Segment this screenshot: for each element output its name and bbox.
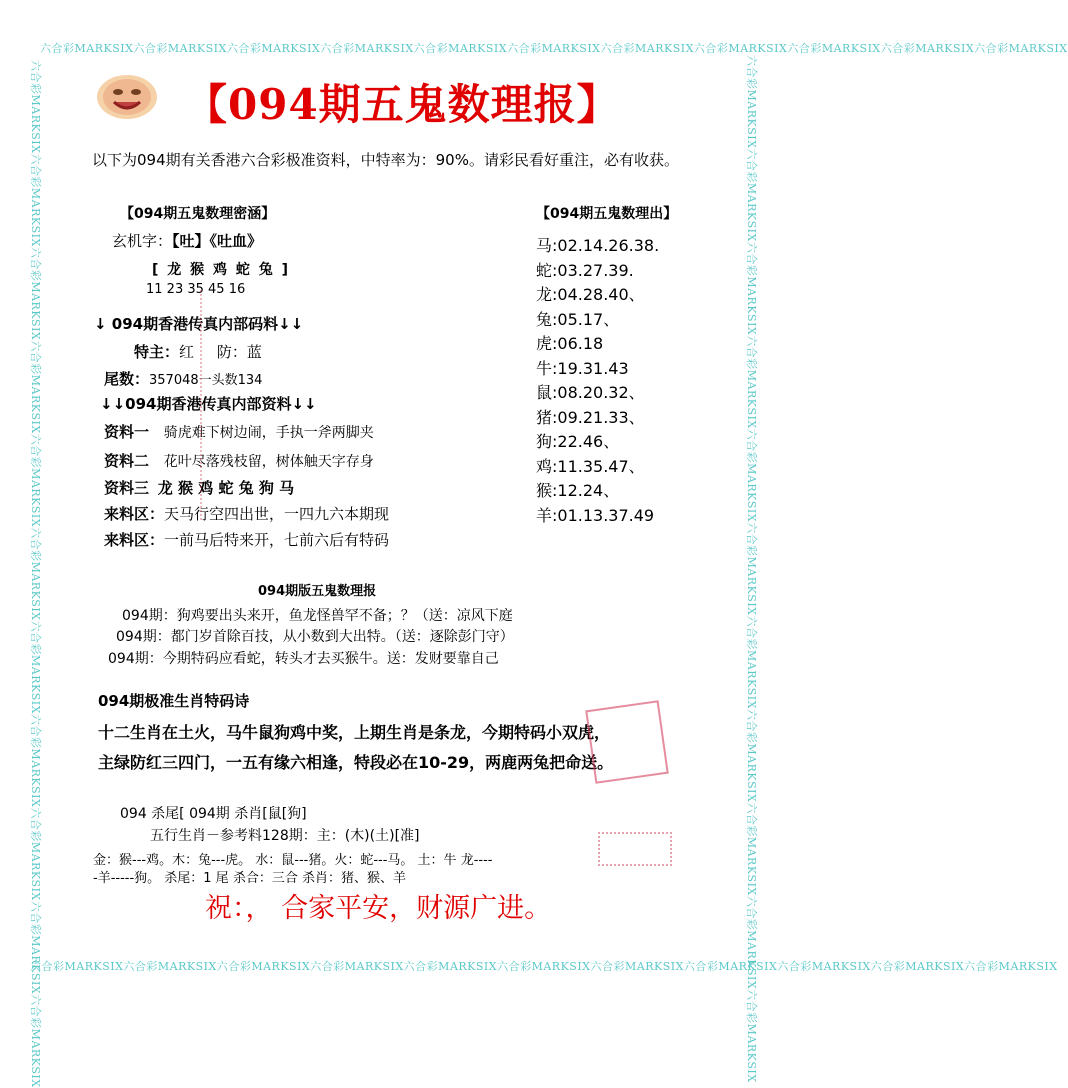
data1-row — [104, 421, 374, 442]
border-watermark-bottom: 六合彩MARKSIX六合彩MARKSIX六合彩MARKSIX六合彩MARKSIX六合彩MARKSIX六合彩MARKSIX六合彩MARKSIX六合彩MARKSIX六合彩MARKSIX六合彩MARKSIX六合彩MARKSIX — [30, 960, 1058, 973]
source1-label: 来料区： — [104, 505, 165, 523]
list-item: 羊:01.13.37.49 — [536, 505, 655, 525]
special-row — [134, 341, 262, 362]
riddle-value: 【吐】《吐血》 — [172, 232, 263, 250]
list-item: 蛇:03.27.39. — [536, 260, 634, 280]
list-item: 狗:22.46、 — [536, 432, 620, 451]
list-item: 马:02.14.26.38. — [536, 236, 660, 255]
tail-row — [104, 368, 262, 389]
inside-title-1: ↓ 094期香港传真内部码料↓↓ — [94, 315, 304, 333]
middle-line-1: 094期：狗鸡要出头来开，鱼龙怪兽罕不备；？（送：凉风下庭 — [122, 608, 513, 624]
middle-line-3: 094期：今期特码应看蛇，转头才去买猴牛。送：发财要靠自己 — [108, 651, 499, 667]
special-main: 红 — [179, 343, 195, 361]
data2-label: 资料二 — [104, 452, 150, 470]
list-item: 鼠:08.20.32、 — [536, 383, 645, 402]
list-item: 兔:05.17、 — [536, 309, 620, 329]
list-item: 鸡:11.35.47、 — [536, 456, 645, 476]
poem-line-1: 十二生肖在土火，马牛鼠狗鸡中奖，上期生肖是条龙，今期特码小双虎， — [98, 723, 611, 742]
element-detail-2: -羊-----狗。 杀尾：1 尾 杀合：三合 杀肖：猪、猴、羊 — [93, 871, 406, 886]
watermark-stamp-bottom — [598, 832, 672, 866]
zodiac-numbers: 11 23 35 45 16 — [146, 282, 246, 297]
tail-label: 尾数： — [104, 370, 150, 388]
special-label: 特主： — [134, 343, 180, 361]
border-watermark-top: 六合彩MARKSIX六合彩MARKSIX六合彩MARKSIX六合彩MARKSIX六合彩MARKSIX六合彩MARKSIX六合彩MARKSIX六合彩MARKSIX六合彩MARKSIX六合彩MARKSIX六合彩MARKSIX — [40, 42, 1068, 55]
special-guard: 蓝 — [246, 343, 262, 361]
special-guard-label: 防： — [216, 343, 247, 361]
data1-value: 骑虎难下树边闹，手执一斧两脚夹 — [163, 425, 374, 441]
inside-title-2: ↓↓094期香港传真内部资料↓↓ — [100, 395, 317, 413]
list-item: 猴:12.24、 — [536, 481, 620, 500]
poem-title: 094期极准生肖特码诗 — [98, 692, 250, 710]
left-section-title: 【094期五鬼数理密涵】 — [120, 206, 276, 222]
data2-value: 花叶尽落残枝留，树体触天字存身 — [163, 454, 374, 470]
list-item: 龙:04.28.40、 — [536, 285, 645, 304]
data2-row — [104, 450, 374, 471]
element-line: 五行生肖－参考料128期：主：(木)(土)[准] — [150, 828, 420, 844]
riddle-label: 玄机字： — [112, 232, 173, 250]
data1-label: 资料一 — [104, 423, 150, 441]
list-item: 虎:06.18 — [536, 334, 604, 353]
list-item: 猪:09.21.33、 — [536, 407, 645, 427]
zodiac-group: [ 龙 猴 鸡 蛇 兔 ] — [152, 262, 291, 278]
source1-row — [104, 503, 389, 524]
source2-value: 一前马后特来开，七前六后有特码 — [164, 531, 390, 549]
watermark-stamp-left — [200, 290, 232, 520]
data3-value: 龙 猴 鸡 蛇 兔 狗 马 — [157, 479, 295, 497]
list-item: 牛:19.31.43 — [536, 358, 629, 378]
tail-value: 357048一头数134 — [149, 373, 263, 388]
data3-label: 资料三 — [104, 479, 150, 497]
border-watermark-left: 六合彩MARKSIX六合彩MARKSIX六合彩MARKSIX六合彩MARKSIX六合彩MARKSIX六合彩MARKSIX六合彩MARKSIX六合彩MARKSIX六合彩MARKSIX六合彩MARKSIX六合彩MARKSIX — [29, 60, 42, 1088]
middle-heading: 094期版五鬼数理报 — [258, 584, 377, 599]
poem-line-2: 主绿防红三四门，一五有缘六相逢，特段必在10-29，两鹿两兔把命送。 — [98, 753, 614, 772]
intro-text: 以下为094期有关香港六合彩极准资料，中特率为：90%。请彩民看好重注，必有收获。 — [92, 151, 679, 169]
middle-line-2: 094期：都门岁首除百技，从小数到大出特。（送：逐除彭门守） — [116, 629, 514, 645]
kill-line: 094 杀尾[ 094期 杀肖[鼠[狗] — [120, 806, 307, 822]
right-section-title: 【094期五鬼数理出】 — [536, 206, 678, 222]
riddle-row — [112, 230, 262, 251]
zodiac-number-list — [536, 234, 659, 528]
watermark-stamp-right — [585, 700, 669, 784]
smiling-face-icon — [92, 72, 162, 122]
source2-label: 来料区： — [104, 531, 165, 549]
blessing-text: 祝：， 合家平安，财源广进。 — [205, 893, 552, 924]
source2-row — [104, 529, 389, 550]
border-watermark-right: 六合彩MARKSIX六合彩MARKSIX六合彩MARKSIX六合彩MARKSIX六合彩MARKSIX六合彩MARKSIX六合彩MARKSIX六合彩MARKSIX六合彩MARKSIX六合彩MARKSIX六合彩MARKSIX — [745, 55, 758, 1083]
element-detail-1: 金：猴---鸡。木：兔---虎。 水：鼠---猪。火：蛇---马。 土：牛 龙---- — [93, 853, 493, 868]
page-title: 【094期五鬼数理报】 — [185, 80, 620, 129]
source1-value: 天马行空四出世，一四九六本期现 — [164, 505, 390, 523]
